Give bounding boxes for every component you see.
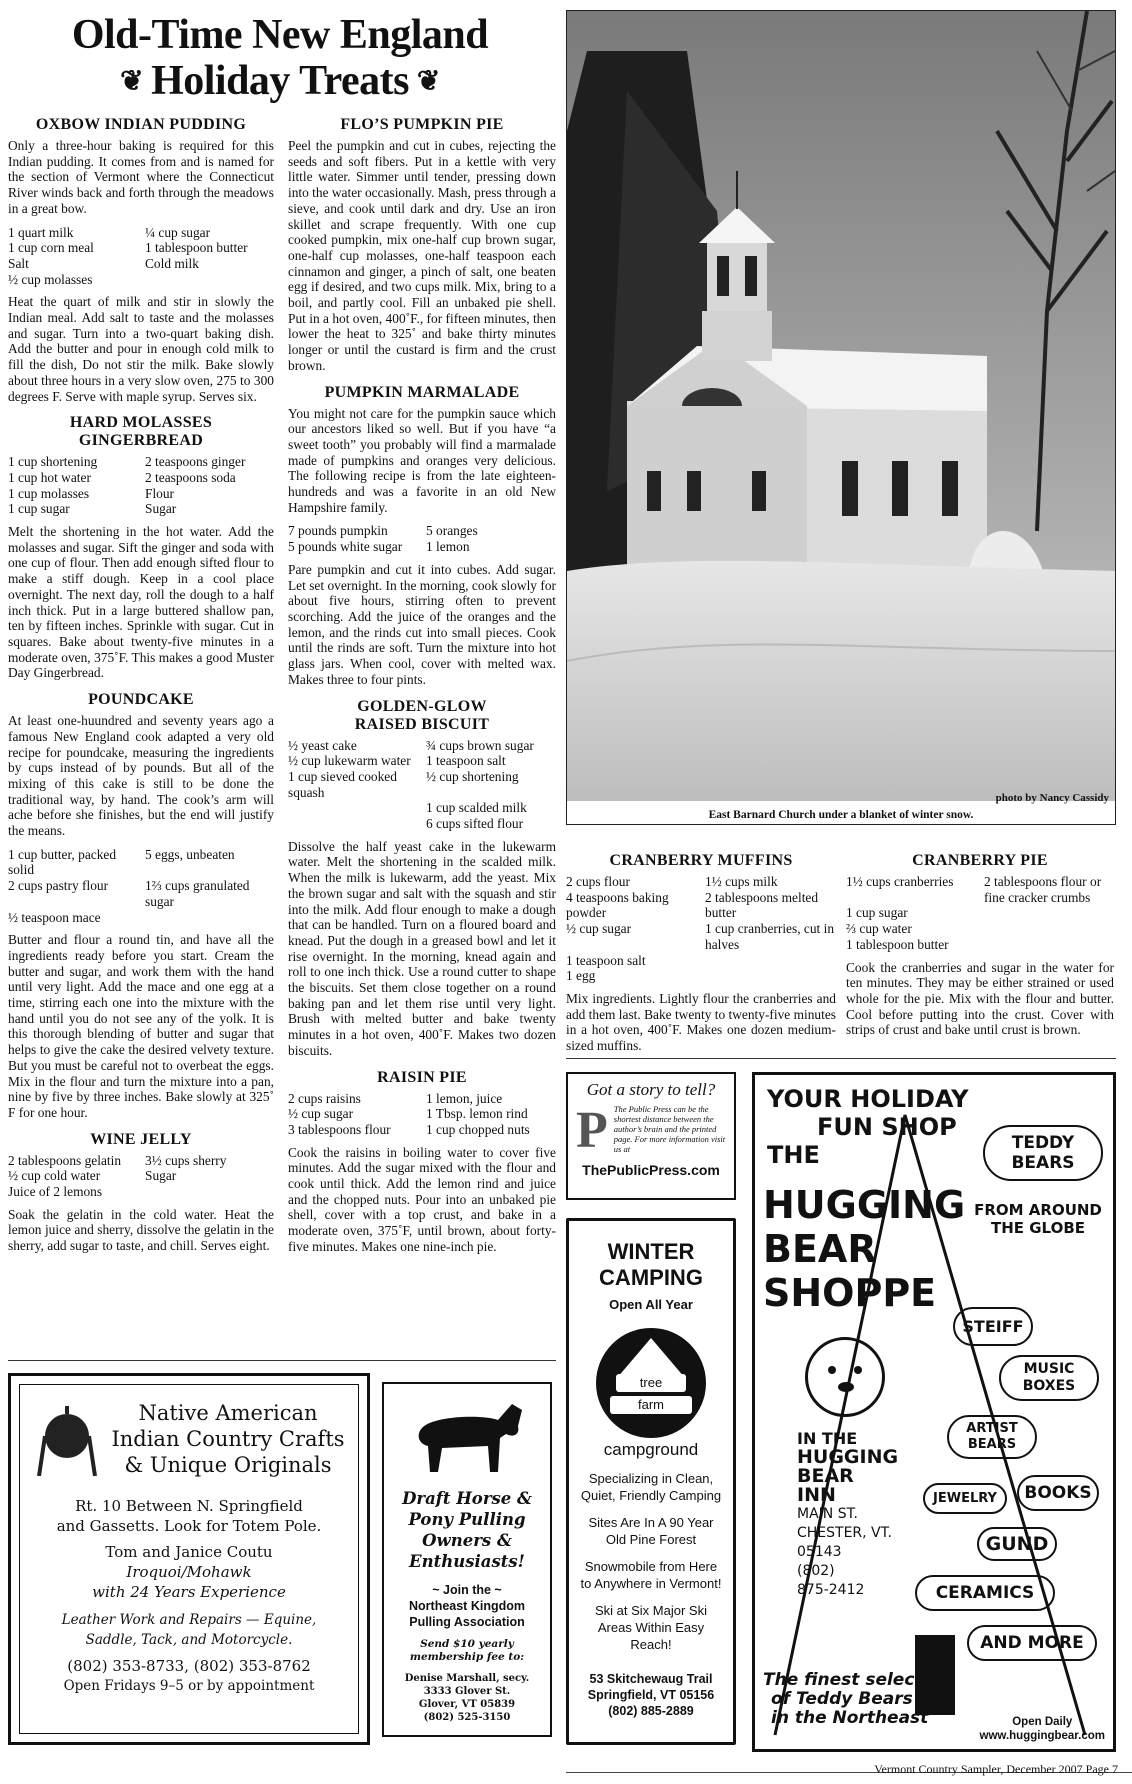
ad-url[interactable]: ThePublicPress.com (582, 1162, 720, 1178)
ingredient: 1 cup sieved cooked squash (288, 768, 397, 800)
ingredient (705, 953, 836, 969)
bubble-gund: GUND (977, 1527, 1057, 1561)
ad-draft-horse-pulling[interactable] (382, 1382, 552, 1737)
ingredient: 1⅔ cups granulated sugar (145, 878, 250, 909)
recipe-title-wine-jelly: WINE JELLY (90, 1130, 192, 1148)
ingredient: 2 tablespoons gelatin (8, 1152, 122, 1168)
leaf-ornament-icon: ❦ (416, 66, 440, 97)
ingredient (288, 816, 418, 832)
bear-ad-headline: YOUR HOLIDAY FUN SHOP THE (767, 1085, 969, 1169)
recipe-title-pumpkin-pie: FLO’S PUMPKIN PIE (340, 116, 504, 133)
recipe-method: Cook the raisins in boiling water to cover five minutes. Add the sugar mixed with the flour and cook until thick. Add the lemon rind and juice and the chopped nuts. Pour into an unbaked pie shell, cover with a top crust, and bake in a moderate oven, 375˚F, until brown, about forty-five minutes. Makes one nine-inch pie. (288, 1144, 556, 1254)
ingredient: 1 cup cranberries, cut in halves (705, 921, 835, 952)
ingredient (145, 1184, 274, 1200)
ingredient: 1 lemon, juice (426, 1090, 503, 1106)
ingredient: ½ cup lukewarm water (288, 753, 411, 769)
ingredient: 7 pounds pumpkin (288, 523, 388, 539)
recipe-method: Pare pumpkin and cut it into cubes. Add sugar. Let set overnight. In the morning, cook slowly for about five hours, stirring often to prevent scorching. Add the juice of the oranges and the lemon, and the rinds cut into small pieces. Cook until the rinds are soft. Turn the mixture into hot glass jars. When cool, cover with melted wax. Makes three to four pints. (288, 561, 556, 687)
ingredient: 3 tablespoons flour (288, 1121, 391, 1137)
church-illustration (567, 11, 1116, 801)
ingredient: 1 cup butter, packed solid (8, 846, 117, 878)
ad-blurb: The Public Press can be the shortest distance between the author’s brain and the printed page. For more information visit us at (613, 1104, 726, 1154)
title-line-1: Old-Time New England (71, 12, 489, 58)
ingredient: 5 eggs, unbeaten (145, 846, 235, 862)
camping-subtitle: Open All Year (609, 1297, 693, 1312)
bubble-teddy-bears: TEDDY BEARS (983, 1125, 1103, 1181)
page-footer: Vermont Country Sampler, December 2007 Page 7 (874, 1762, 1118, 1776)
ingredient: 6 cups sifted flour (426, 816, 524, 832)
recipe-title-muffins: CRANBERRY MUFFINS (609, 852, 793, 869)
ingredient: ⅔ cup water (846, 921, 912, 937)
ingredient: 2 teaspoons ginger (145, 454, 246, 470)
ingredient: 1 Tbsp. lemon rind (426, 1106, 528, 1122)
headdress-logo-icon (37, 1406, 97, 1476)
ingredient (145, 910, 274, 926)
ingredient: 1 egg (566, 968, 596, 984)
column-2 (288, 116, 556, 1263)
recipe-method: Butter and flour a round tin, and have all the ingredients ready before you start. Cream the butter and sugar, and work them with the hand until very light. Add the mace and one egg at a time, stirring each one into the mixture with the hand until you do not see any of the yolk. It is this thorough blending of butter and sugar that helps to give the cake the desired velvety texture. But you must be careful not to overbeat the eggs. Mix in the flour and turn the mixture into a pan, nine by five by three inches. Bake slowly at 325˚ F for one hour. (8, 932, 274, 1120)
ad-public-press[interactable] (566, 1072, 736, 1200)
ingredient: 1 tablespoon butter (846, 936, 949, 952)
ingredient: ¼ cup sugar (145, 224, 211, 240)
recipe-title-biscuit: GOLDEN-GLOW RAISED BISCUIT (354, 697, 490, 733)
crafts-phone: (802) 353-8733, (802) 353-8762 (67, 1657, 311, 1675)
horse-fee: Send $10 yearly membership fee to: (409, 1638, 525, 1663)
camping-logo-word: campground (603, 1440, 699, 1459)
ingredient: 3½ cups sherry (145, 1152, 227, 1168)
photo-caption: East Barnard Church under a blanket of winter snow. (708, 809, 974, 821)
ingredient: ½ cup shortening (426, 768, 519, 784)
ingredient: 1 cup sugar (8, 501, 70, 517)
column-4 (846, 852, 1114, 1046)
ingredient: 1 cup hot water (8, 469, 91, 485)
ingredient: 2 cups flour (566, 874, 630, 889)
horse-contact: Denise Marshall, secy. 3333 Glover St. Glover, VT 05839 (802) 525-3150 (404, 1673, 530, 1723)
column-3 (566, 852, 836, 1062)
ad-hugging-bear-shoppe[interactable] (752, 1072, 1116, 1752)
recipe-method: Soak the gelatin in the cold water. Heat the lemon juice and sherry, dissolve the gelatin in the sherry, add sugar to taste, and chill. Serves eight. (8, 1206, 274, 1254)
bubble-books: BOOKS (1017, 1475, 1099, 1511)
ingredient: 1 cup scalded milk (426, 800, 527, 816)
camping-address: 53 Skitchewaug Trail Springfield, VT 05156 (802) 885-2889 (587, 1672, 715, 1718)
public-press-logo-icon: P (576, 1102, 608, 1159)
bubble-jewelry: JEWELRY (923, 1483, 1007, 1514)
recipe-method: Peel the pumpkin and cut in cubes, rejecting the seeds and soft fibers. Put in a kettle with very little water. Simmer until tender, pressing down into the water occasionally. Mash, press through a sieve, and cook until dark and dry. Use an iron skillet and scrape frequently. With one cup cooked pumpkin, mix one-half cup brown sugar, one-half cup molasses, one-half teaspoon each cinnamon and ginger, a pinch of salt, one beaten egg if desired, and two cups milk. Mix, bring to a boil, and partly cool. Fill an unbaked pie shell. Put in a hot oven, 400˚F., for fifteen minutes, then lower the heat to 325˚ and bake thirty minutes longer or until the custard is firm and the crust brown. (288, 138, 556, 373)
tree-farm-logo-icon: tree farm (596, 1328, 706, 1438)
ingredient-list (8, 454, 274, 517)
recipe-title-oxbow: OXBOW INDIAN PUDDING (35, 116, 247, 133)
tree-icon (617, 1338, 685, 1378)
ingredient: 2 cups raisins (288, 1090, 361, 1106)
page-title (6, 12, 554, 105)
ingredient: 1 teaspoon salt (426, 753, 506, 769)
divider (8, 1360, 556, 1361)
recipe-method: Mix ingredients. Lightly flour the cranberries and add them last. Bake twenty to twenty-five minutes in a hot oven, 400˚F. Makes one dozen medium-sized muffins. (566, 990, 836, 1054)
ingredient: 1 tablespoon butter (145, 240, 248, 256)
recipe-title-gingerbread: HARD MOLASSES GINGERBREAD (69, 414, 213, 450)
ingredient: 1½ cups cranberries (846, 874, 954, 889)
ingredient: Salt (8, 255, 29, 271)
ingredient: ½ cup sugar (566, 921, 632, 937)
bubble-and-more: AND MORE (967, 1625, 1097, 1661)
ingredient: ½ cup molasses (8, 271, 93, 287)
recipe-intro: You might not care for the pumpkin sauce which our ancestors liked so well. But if you have “a sweet tooth” you probably will find a marmalade made of pumpkins and oranges very delicious. The following recipe is from the late eighteen-hundreds and was a favorite in an old New Hampshire family. (288, 405, 556, 515)
ingredient-list (8, 847, 274, 926)
column-1 (8, 116, 274, 1262)
ingredient-list (288, 738, 556, 832)
crafts-details: Rt. 10 Between N. Springfield and Gassetts. Look for Totem Pole. Tom and Janice Coutu Iroquoi/Mohawk with 24 Years Experience Leather Work and Repairs — Equine, Saddle, Tack, and Motorcycle. (802) 353-8733, (802) 353-8762 Open Fridays 9–5 or by appointment (27, 1496, 351, 1696)
ingredient-list (288, 1091, 556, 1138)
leaf-ornament-icon: ❦ (120, 66, 144, 97)
ingredient: 1½ cups milk (705, 874, 778, 889)
ingredient: ½ cup sugar (288, 1106, 354, 1122)
ingredient-list (8, 1153, 274, 1200)
church-photo (566, 10, 1116, 825)
bear-shoppe-name: HUGGING BEAR SHOPPE (763, 1183, 966, 1315)
recipe-intro: At least one-huundred and seventy years ago a famous New England cook adapted a very old recipe for poundcake, measuring the ingredients by cups instead of by pounds. But all of the mixing of this cake is still to be done the traditional way, by hand. The cook’s arm will ache before she finishes, but the end will justify the means. (8, 713, 274, 839)
ingredient-list (846, 874, 1114, 953)
ingredient: 1 quart milk (8, 224, 74, 240)
recipe-title-poundcake: POUNDCAKE (88, 691, 194, 709)
ingredient (288, 800, 418, 816)
title-line-2: Holiday Treats (151, 58, 409, 104)
ingredient: Cold milk (145, 255, 199, 271)
bubble-steiff: STEIFF (953, 1307, 1033, 1346)
crafts-title: Native American Indian Country Crafts & Unique Originals (111, 1401, 345, 1477)
ingredient: 2 tablespoons flour or fine cracker crumbs (984, 874, 1102, 905)
recipe-method: Heat the quart of milk and stir in slowly the Indian meal. Add salt to taste and the molasses and sugar. Turn into a two-quart baking dish. Add the butter and pour in enough cold milk to fill the dish, Do not stir the milk. Bake slowly about three hours in a very slow oven, 275 to 300 degrees F. Serve with maple syrup. Serves six. (8, 294, 274, 404)
horse-association: ~ Join the ~ Northeast Kingdom Pulling Association (409, 1583, 525, 1629)
divider (566, 1058, 1116, 1059)
ingredient (984, 905, 1114, 921)
ingredient (705, 968, 836, 984)
ingredient (984, 937, 1114, 953)
ingredient: 1 cup corn meal (8, 240, 94, 256)
ingredient: 1 lemon (426, 539, 470, 555)
ingredient: 1 teaspoon salt (566, 952, 646, 968)
camping-title: WINTER CAMPING (599, 1239, 703, 1290)
ingredient: Flour (145, 485, 175, 501)
ingredient (145, 272, 274, 288)
ingredient: 2 cups pastry flour (8, 878, 109, 894)
ingredient-list (8, 225, 274, 288)
ingredient: ½ teaspoon mace (8, 909, 101, 925)
ingredient: Sugar (145, 1168, 177, 1184)
recipe-intro: Only a three-hour baking is required for this Indian pudding. It comes from and is named for the section of Vermont where the Connecticut River winds back and forth through the meadows in a great bow. (8, 138, 274, 216)
photo-credit: photo by Nancy Cassidy (995, 792, 1109, 804)
ingredient: 1 cup sugar (846, 905, 908, 921)
ingredient-list (566, 874, 836, 984)
recipe-title-raisin-pie: RAISIN PIE (377, 1068, 467, 1086)
ad-headline: Got a story to tell? (586, 1080, 716, 1099)
ingredient: 1 cup molasses (8, 485, 90, 501)
ingredient: 4 teaspoons baking powder (566, 889, 669, 921)
bubble-music-boxes: MUSIC BOXES (999, 1355, 1099, 1401)
bear-tagline: The finest selection of Teddy Bears in the Northeast (763, 1670, 953, 1728)
ingredient: 2 teaspoons soda (145, 469, 236, 485)
crafts-hours: Open Fridays 9–5 or by appointment (63, 1678, 315, 1694)
ingredient: 5 oranges (426, 523, 478, 539)
recipe-title-cranberry-pie: CRANBERRY PIE (912, 852, 1048, 869)
ad-tree-farm-camping[interactable] (566, 1218, 736, 1745)
recipe-method: Dissolve the half yeast cake in the lukewarm water. Melt the shortening in the scalded milk. When the milk is lukewarm, add the yeast. Mix the brown sugar and salt with the squash and stir into the milk. Add flour enough to make a dough that can be handled. Turn on a floured board and knead. Put the dough in a greased bowl and let it rise overnight. In the morning, knead again and roll to one inch thick. Use a round cutter to shape the biscuits. Set them close together on a round baking pan and let them rise until very light. Brush with melted butter and bake twenty minutes in a hot oven, 400˚F. Makes two dozen biscuits. (288, 838, 556, 1058)
ingredient: ½ cup cold water (8, 1168, 101, 1184)
ingredient: 5 pounds white sugar (288, 539, 403, 555)
horse-icon (402, 1398, 532, 1478)
teddy-bear-icon (805, 1337, 885, 1417)
ingredient: 2 tablespoons melted butter (705, 889, 819, 921)
ingredient: ½ yeast cake (288, 737, 357, 753)
ingredient (984, 921, 1114, 937)
horse-headline: Draft Horse & Pony Pulling Owners & Enthusiasts! (402, 1489, 532, 1571)
bubble-ceramics: CERAMICS (915, 1575, 1055, 1611)
recipe-method: Melt the shortening in the hot water. Add the molasses and sugar. Sift the ginger and soda with one cup of flour. Then add enough sifted flour to make a stiff dough. Keep in a cool place overnight. The next day, roll the dough to a half inch thick. Put in a large buttered shallow pan, ten by fifteen inches. Sprinkle with sugar. Cut in squares. Bake about twenty-five minutes in a moderate oven, 375˚F. This makes a good Muster Day Gingerbread. (8, 524, 274, 681)
bubble-from-around: FROM AROUND THE GLOBE (974, 1201, 1102, 1237)
ad-native-american-crafts[interactable] (8, 1373, 370, 1745)
bear-contact: Open Daily www.huggingbear.com (979, 1716, 1105, 1742)
bubble-artist-bears: ARTIST BEARS (947, 1415, 1037, 1459)
ingredient: Sugar (145, 501, 177, 517)
recipe-title-marmalade: PUMPKIN MARMALADE (324, 383, 520, 401)
ingredient: 1 cup shortening (8, 454, 98, 470)
recipe-method: Cook the cranberries and sugar in the water for ten minutes. They may be either strained or used whole for the pie. Mix with the flour and butter. Cool before putting into the crust. Cover with strips of crust and bake until crust is brown. (846, 959, 1114, 1038)
ingredient-list (288, 523, 556, 554)
bear-url[interactable]: www.huggingbear.com (979, 1730, 1105, 1742)
ingredient: ¾ cups brown sugar (426, 737, 534, 753)
camping-features: Specializing in Clean, Quiet, Friendly Camping Sites Are In A 90 Year Old Pine Forest Snowmobile from Here to Anywhere in Vermont! Ski at Six Major Ski Areas Within Easy Reach! (580, 1471, 722, 1652)
ingredient: 1 cup chopped nuts (426, 1121, 530, 1137)
ingredient: Juice of 2 lemons (8, 1184, 103, 1200)
inn-info: IN THE HUGGING BEAR INN MAIN ST. CHESTER, VT. 05143 (802) 875-2412 (797, 1429, 899, 1598)
